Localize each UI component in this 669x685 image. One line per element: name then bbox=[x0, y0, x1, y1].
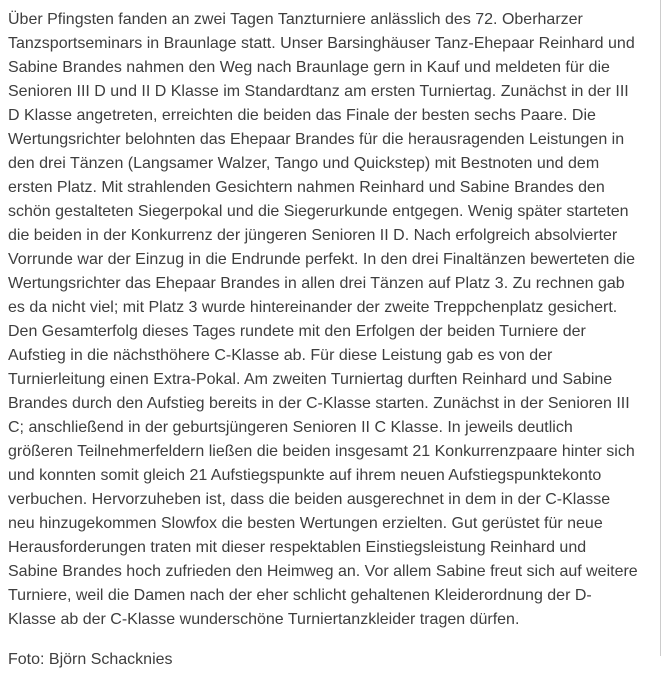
paragraph-line: Den Gesamterfolg dieses Tages rundete mit den Erfolgen der beiden Turniere der bbox=[8, 323, 586, 340]
paragraph-line: Aufstieg in die nächsthöhere C-Klasse ab. Für diese Leistung gab es von der bbox=[8, 347, 553, 364]
paragraph-line: die beiden in der Konkurrenz der jüngeren Senioren II D. Nach erfolgreich absolvierter bbox=[8, 227, 618, 244]
paragraph-line: Brandes durch den Aufstieg bereits in der C-Klasse starten. Zunächst in der Senioren III bbox=[8, 395, 630, 412]
paragraph-line: es da nicht viel; mit Platz 3 wurde hintereinander der zweite Treppchenplatz gesichert. bbox=[8, 299, 618, 316]
paragraph-line: neu hinzugekommen Slowfox die besten Wertungen erzielten. Gut gerüstet für neue bbox=[8, 515, 603, 532]
paragraph-line: C; anschließend in der geburtsjüngeren Senioren II C Klasse. In jeweils deutlich bbox=[8, 419, 573, 436]
paragraph-line: Über Pfingsten fanden an zwei Tagen Tanzturniere anlässlich des 72. Oberharzer bbox=[8, 11, 583, 28]
paragraph-line: Turnierleitung einen Extra-Pokal. Am zweiten Turniertag durften Reinhard und Sabine bbox=[8, 371, 613, 388]
paragraph-line: Klasse ab der C-Klasse wunderschöne Turniertanzkleider tragen dürfen. bbox=[8, 611, 520, 628]
photo-credit: Foto: Björn Schacknies bbox=[8, 651, 173, 668]
paragraph-line: Wertungsrichter belohnten das Ehepaar Brandes für die herausragenden Leistungen in bbox=[8, 131, 625, 148]
paragraph-line: den drei Tänzen (Langsamer Walzer, Tango und Quickstep) mit Bestnoten und dem bbox=[8, 155, 600, 172]
paragraph-line: Vorrunde war der Einzug in die Endrunde perfekt. In den drei Finaltänzen bewerteten die bbox=[8, 251, 636, 268]
right-edge-divider bbox=[660, 0, 661, 656]
paragraph-line: Wertungsrichter das Ehepaar Brandes in allen drei Tänzen auf Platz 3. Zu rechnen gab bbox=[8, 275, 625, 292]
paragraph-line: Turniere, weil die Damen nach der eher schlicht gehaltenen Kleiderordnung der D- bbox=[8, 587, 592, 604]
paragraph-line: größeren Teilnehmerfeldern ließen die beiden insgesamt 21 Konkurrenzpaare hinter sich bbox=[8, 443, 635, 460]
paragraph-line: ersten Platz. Mit strahlenden Gesichtern nahmen Reinhard und Sabine Brandes den bbox=[8, 179, 605, 196]
paragraph-line: Senioren III D und II D Klasse im Standardtanz am ersten Turniertag. Zunächst in der III bbox=[8, 83, 629, 100]
paragraph-line: schön gestalteten Siegerpokal und die Siegerurkunde entgegen. Wenig später starteten bbox=[8, 203, 629, 220]
article-body bbox=[8, 8, 660, 672]
paragraph-line: verbuchen. Hervorzuheben ist, dass die beiden ausgerechnet in dem in der C-Klasse bbox=[8, 491, 611, 508]
paragraph-line: und konnten somit gleich 21 Aufstiegspunkte auf ihrem neuen Aufstiegspunktekonto bbox=[8, 467, 602, 484]
paragraph-line: D Klasse angetreten, erreichten die beiden das Finale der besten sechs Paare. Die bbox=[8, 107, 596, 124]
article-paragraph bbox=[8, 8, 660, 632]
paragraph-line: Sabine Brandes nahmen den Weg nach Braunlage gern in Kauf und meldeten für die bbox=[8, 59, 610, 76]
paragraph-line: Tanzsportseminars in Braunlage statt. Unser Barsinghäuser Tanz-Ehepaar Reinhard und bbox=[8, 35, 635, 52]
paragraph-line: Sabine Brandes hoch zufrieden den Heimweg an. Vor allem Sabine freut sich auf weitere bbox=[8, 563, 638, 580]
paragraph-line: Herausforderungen traten mit dieser respektablen Einstiegsleistung Reinhard und bbox=[8, 539, 587, 556]
